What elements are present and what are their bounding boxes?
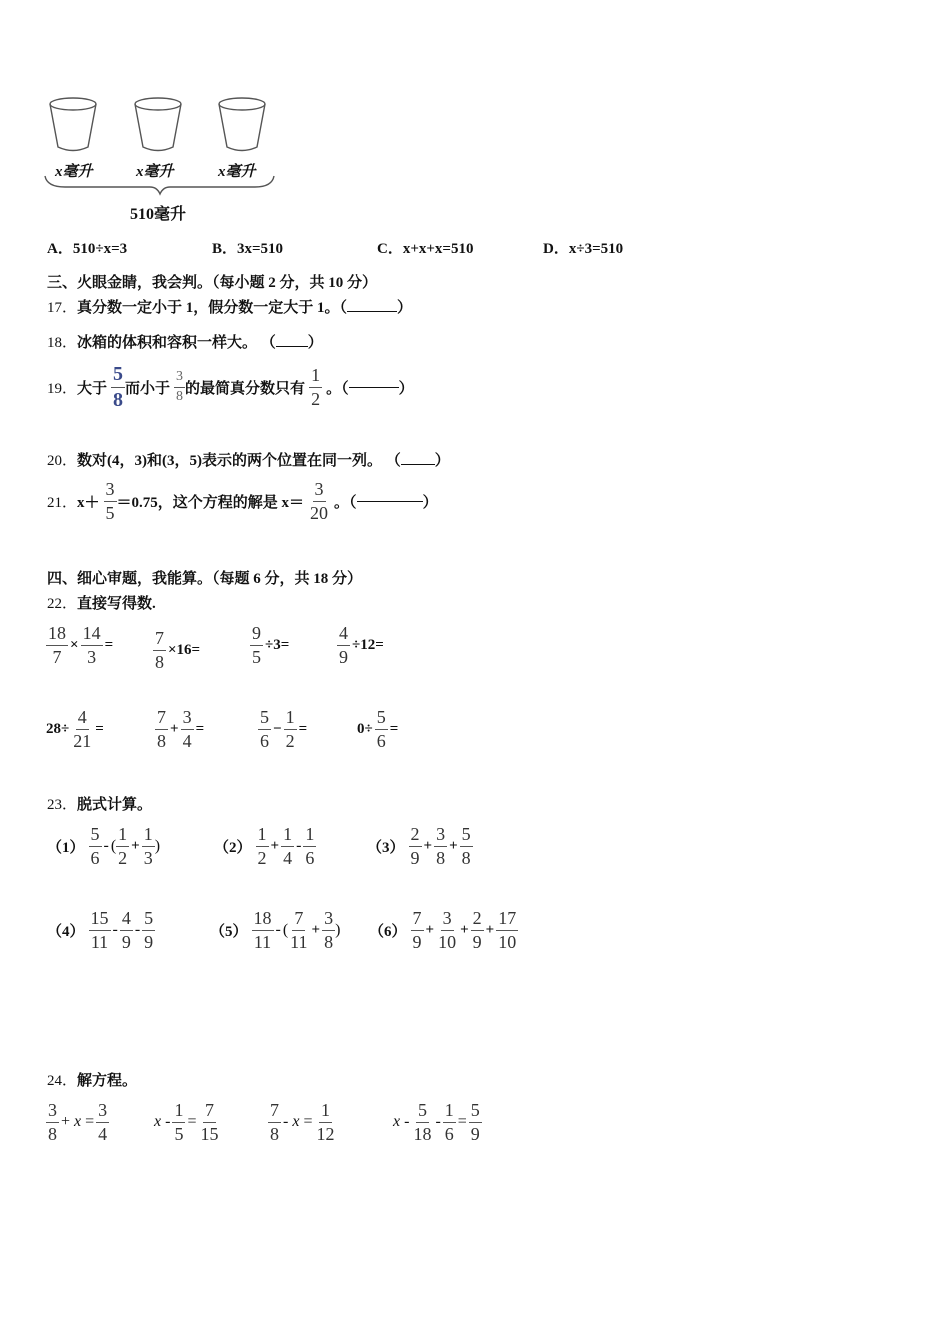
fraction: $\frac{3}{8}$ <box>176 369 184 404</box>
fraction: $\frac{5}{8}$ <box>113 363 124 411</box>
fraction: $\frac{1}{3}$ <box>143 824 153 868</box>
cup-label: x毫升 <box>136 164 174 180</box>
cup-label: x毫升 <box>55 164 93 180</box>
fraction: $\frac{1}{2}$ <box>285 707 295 751</box>
fraction: $\frac{7}{8}$ <box>157 707 166 751</box>
question-17: 17．真分数一定小于 1，假分数一定大于 1。（ ） <box>47 300 413 316</box>
fraction: $\frac{2}{9}$ <box>410 824 420 868</box>
question-18: 18．冰箱的体积和容积一样大。 （ ） <box>47 335 323 351</box>
fraction: $\frac{1}{12}$ <box>316 1100 335 1144</box>
fraction: $\frac{5}{18}$ <box>413 1100 432 1144</box>
calc-expression: （3） $\frac{2}{9}$ + $\frac{3}{8}$ + $\frac{5}{8}$ <box>367 824 471 868</box>
equation: $\frac{3}{8}$ + x = $\frac{3}{4}$ <box>48 1100 108 1144</box>
question-24: 24．解方程。 <box>47 1073 138 1089</box>
cup-icon <box>50 98 96 151</box>
fraction: $\frac{7}{9}$ <box>412 908 422 952</box>
fraction: $\frac{4}{9}$ <box>121 908 131 952</box>
answer-blank[interactable] <box>401 464 435 465</box>
calc-item: 28÷ $\frac{4}{21}$ = <box>46 707 104 751</box>
fraction: $\frac{3}{4}$ <box>182 707 192 751</box>
calc-expression: （5） $\frac{18}{11}$ - ( $\frac{7}{11}$ + $\frac{3}{8}$ ) <box>210 908 341 952</box>
answer-blank[interactable] <box>349 387 399 388</box>
fraction: $\frac{1}{6}$ <box>305 824 315 868</box>
equation: x - $\frac{1}{5}$ = $\frac{7}{15}$ <box>154 1100 219 1144</box>
fraction: $\frac{7}{15}$ <box>200 1100 219 1144</box>
option-b: B．3x=510 <box>212 241 284 257</box>
calc-item: 0÷ $\frac{5}{6}$ = <box>357 707 399 751</box>
section-title: 三、火眼金睛，我会判。（每小题 2 分，共 10 分） <box>47 275 378 291</box>
question-20: 20．数对(4，3)和(3，5)表示的两个位置在同一列。 （ ） <box>47 453 450 469</box>
fraction: $\frac{1}{4}$ <box>283 824 293 868</box>
fraction: $\frac{3}{10}$ <box>438 908 457 952</box>
fraction: $\frac{5}{9}$ <box>470 1100 480 1144</box>
section-title: 四、细心审题，我能算。（每题 6 分，共 18 分） <box>47 571 363 587</box>
calc-item: $\frac{5}{6}$ − $\frac{1}{2}$ = <box>260 707 308 751</box>
option-a: A．510÷x=3 <box>47 241 128 257</box>
question-21: 21．x＋ $\frac{3}{5}$ ＝0.75，这个方程的解是 x＝ $\frac{3}{20}$ 。（ ） <box>47 479 438 523</box>
question-22: 22．直接写得数. <box>47 596 156 612</box>
option-d: D．x÷3=510 <box>543 241 624 257</box>
fraction: $\frac{3}{8}$ <box>48 1100 57 1144</box>
calc-item: $\frac{7}{8}$ ×16= <box>155 628 201 672</box>
fraction: $\frac{14}{3}$ <box>82 623 101 667</box>
fraction: $\frac{18}{7}$ <box>48 623 66 667</box>
fraction: $\frac{5}{6}$ <box>376 707 386 751</box>
fraction: $\frac{15}{11}$ <box>90 908 109 952</box>
question-23: 23．脱式计算。 <box>47 797 153 813</box>
cup-label: x毫升 <box>218 164 256 180</box>
calc-expression: （2） $\frac{1}{2}$ + $\frac{1}{4}$ - $\frac{1}{6}$ <box>214 824 315 868</box>
equation: $\frac{7}{8}$ - x = $\frac{1}{12}$ <box>270 1100 335 1144</box>
calc-item: $\frac{18}{7}$ × $\frac{14}{3}$ = <box>48 623 114 667</box>
answer-blank[interactable] <box>276 346 308 347</box>
question-19: 19．大于 $\frac{5}{8}$ 而小于 $\frac{3}{8}$ 的最简真分数只有 $\frac{1}{2}$ 。（ ） <box>47 363 414 411</box>
calc-expression: （4） $\frac{15}{11}$ - $\frac{4}{9}$ - $\frac{5}{9}$ <box>47 908 154 952</box>
calc-expression: （6） $\frac{7}{9}$ + $\frac{3}{10}$ + $\frac{2}{9}$ + $\frac{17}{10}$ <box>369 908 517 952</box>
fraction: $\frac{1}{2}$ <box>118 824 128 868</box>
fraction: $\frac{4}{21}$ <box>73 707 92 751</box>
fraction: $\frac{17}{10}$ <box>498 908 517 952</box>
fraction: $\frac{9}{5}$ <box>252 623 261 667</box>
calc-item: $\frac{7}{8}$ + $\frac{3}{4}$ = <box>157 707 205 751</box>
fraction: $\frac{3}{8}$ <box>436 824 446 868</box>
cup-icon <box>135 98 181 151</box>
fraction: $\frac{7}{8}$ <box>155 628 164 672</box>
calc-item: $\frac{9}{5}$ ÷3= <box>252 623 290 667</box>
fraction: $\frac{3}{4}$ <box>98 1100 108 1144</box>
option-c: C．x+x+x=510 <box>377 241 474 257</box>
fraction: $\frac{3}{5}$ <box>105 479 115 523</box>
fraction: $\frac{5}{8}$ <box>461 824 471 868</box>
answer-blank[interactable] <box>347 311 397 312</box>
fraction: $\frac{2}{9}$ <box>472 908 482 952</box>
total-label: 510毫升 <box>130 206 187 223</box>
fraction: $\frac{5}{6}$ <box>260 707 269 751</box>
fraction: $\frac{7}{11}$ <box>290 908 308 952</box>
fraction: $\frac{4}{9}$ <box>339 623 348 667</box>
fraction: $\frac{5}{6}$ <box>90 824 100 868</box>
fraction: $\frac{1}{5}$ <box>174 1100 184 1144</box>
fraction: $\frac{1}{6}$ <box>444 1100 454 1144</box>
calc-expression: （1） $\frac{5}{6}$ - ( $\frac{1}{2}$ + $\frac{1}{3}$ ) <box>47 824 161 868</box>
fraction: $\frac{1}{2}$ <box>257 824 267 868</box>
answer-blank[interactable] <box>357 501 423 502</box>
cup-icon <box>219 98 265 151</box>
fraction: $\frac{3}{20}$ <box>310 479 329 523</box>
equation: x - $\frac{5}{18}$ - $\frac{1}{6}$ = $\frac{5}{9}$ <box>393 1100 480 1144</box>
fraction: $\frac{1}{2}$ <box>311 365 321 409</box>
calc-item: $\frac{4}{9}$ ÷12= <box>339 623 384 667</box>
fraction: $\frac{3}{8}$ <box>324 908 334 952</box>
fraction: $\frac{5}{9}$ <box>144 908 154 952</box>
fraction: $\frac{18}{11}$ <box>253 908 272 952</box>
fraction: $\frac{7}{8}$ <box>270 1100 279 1144</box>
